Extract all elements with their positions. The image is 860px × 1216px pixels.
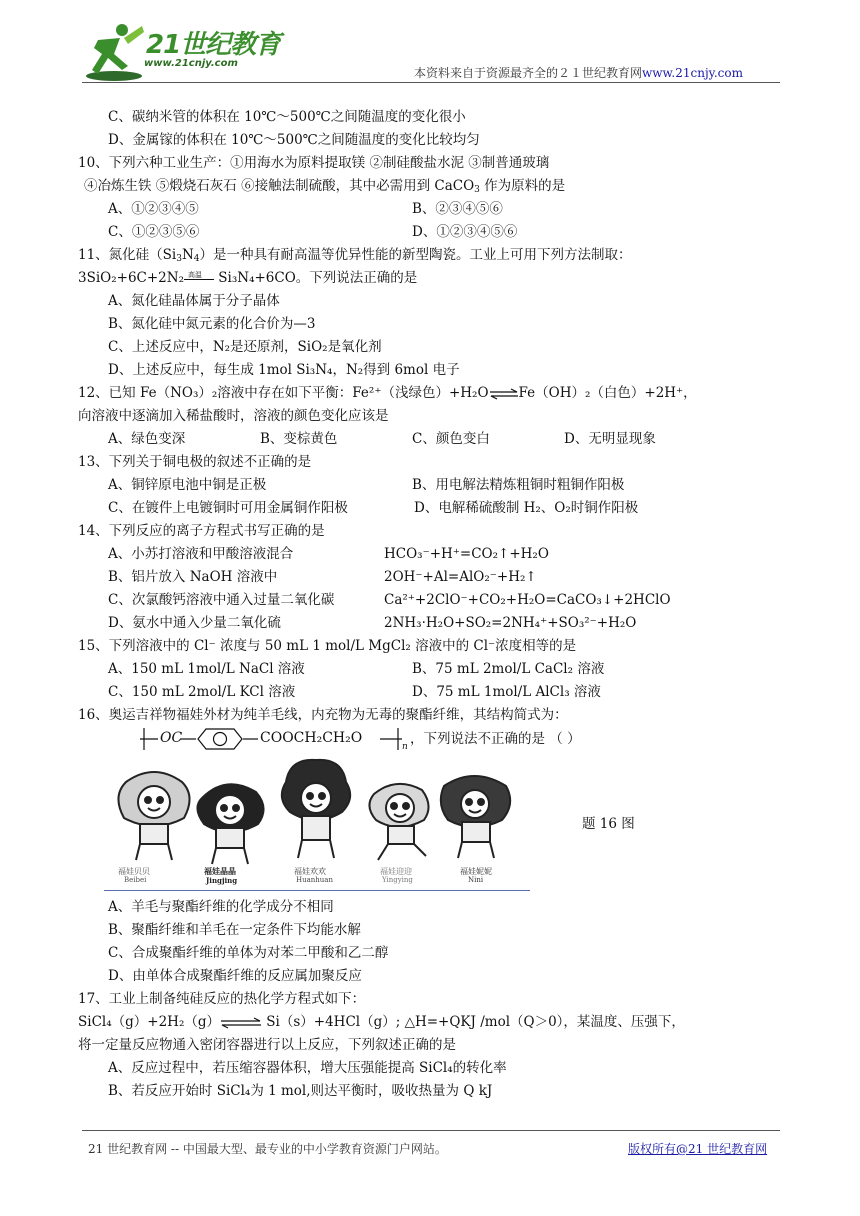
- q16-stem: 16、奥运吉祥物福娃外材为纯羊毛线，内充物为无毒的聚酯纤维，其结构简式为：: [78, 707, 568, 723]
- q9-option-c: C、碳纳米管的体积在 10℃～500℃之间随温度的变化很小: [108, 109, 466, 125]
- q11-eq-condition: 高温: [188, 270, 202, 279]
- q14-option-a-equation: HCO₃⁻+H⁺=CO₂↑+H₂O: [384, 546, 549, 562]
- mascot-name-beibei: 福娃贝贝: [118, 867, 150, 876]
- mascot-name-yingying: 福娃迎迎: [380, 867, 412, 876]
- q16-option-a: A、羊毛与聚酯纤维的化学成分不相同: [108, 899, 334, 915]
- q11-sub-2: 4: [193, 254, 200, 264]
- q11-eq-right: Si₃N₄+6CO。下列说法正确的是: [214, 270, 418, 286]
- q11-option-d: D、上述反应中，每生成 1mol Si₃N₄，N₂得到 6mol 电子: [108, 362, 460, 378]
- q9-option-d: D、金属镓的体积在 10℃～500℃之间随温度的变化比较均匀: [108, 132, 480, 148]
- q10-stem: 10、下列六种工业生产：①用海水为原料提取镁 ②制硅酸盐水泥 ③制普通玻璃: [78, 155, 550, 171]
- q16-option-d: D、由单体合成聚酯纤维的反应属加聚反应: [108, 968, 362, 984]
- q15-option-b: B、75 mL 2mol/L CaCl₂ 溶液: [412, 661, 605, 677]
- q14-option-a: A、小苏打溶液和甲酸溶液混合: [108, 546, 294, 562]
- q10-sub: 3: [474, 185, 480, 195]
- q14-option-c: C、次氯酸钙溶液中通入过量二氧化碳: [108, 592, 335, 608]
- runner-logo-icon: [84, 18, 148, 82]
- q11-option-a: A、氮化硅晶体属于分子晶体: [108, 293, 280, 309]
- mascot-name-jingjing: 福娃晶晶: [204, 866, 236, 876]
- q16-option-c: C、合成聚酯纤维的单体为对苯二甲酸和乙二醇: [108, 945, 389, 961]
- structure-n: n: [402, 742, 408, 752]
- mascot-name-nini: 福娃妮妮: [460, 867, 492, 876]
- site-logo[interactable]: [84, 18, 284, 82]
- mascot-pinyin-yingying: Yingying: [382, 876, 413, 884]
- q11-stem: [78, 246, 632, 264]
- q16-figure-label: 题 16 图: [582, 816, 635, 832]
- equilibrium-arrow-icon: [489, 388, 519, 400]
- q12-stem-2: 向溶液中逐滴加入稀盐酸时，溶液的颜色变化应该是: [78, 408, 389, 424]
- mascot-pinyin-nini: Nini: [468, 876, 484, 884]
- q17-equation: [78, 1013, 685, 1031]
- footer-divider: [82, 1130, 780, 1131]
- header-note-text: 本资料来自于资源最齐全的２１世纪教育网: [414, 66, 643, 80]
- q10-option-d: D、①②③④⑤⑥: [412, 224, 518, 240]
- q17-eq-right: Si（s）+4HCl（g）; △H=+QKJ /mol（Q＞0），某温度、压强下，: [262, 1014, 685, 1030]
- q14-option-b-equation: 2OH⁻+Al=AlO₂⁻+H₂↑: [384, 569, 537, 585]
- mascot-pinyin-huanhuan: Huanhuan: [296, 876, 333, 884]
- figure-baseline: [104, 890, 530, 891]
- header-note-link[interactable]: www.21cnjy.com: [642, 66, 743, 80]
- footer-text: 21 世纪教育网 -- 中国最大型、最专业的中小学教育资源门户网站。: [88, 1142, 447, 1156]
- structure-oc: OC: [160, 730, 183, 746]
- q11-equation: [78, 269, 417, 287]
- q10-stem-2-post: 作为原料的是: [479, 178, 566, 194]
- q14-option-b: B、铝片放入 NaOH 溶液中: [108, 569, 278, 585]
- q12-stem: [78, 384, 697, 402]
- q10-option-b: B、②③④⑤⑥: [412, 201, 503, 217]
- header-note: [414, 64, 743, 81]
- q15-option-d: D、75 mL 1mol/L AlCl₃ 溶液: [412, 684, 601, 700]
- q11-stem-b: N: [181, 247, 194, 263]
- q14-option-d: D、氨水中通入少量二氧化硫: [108, 615, 281, 631]
- q11-stem-a: 11、氮化硅（Si: [78, 247, 177, 263]
- logo-text: 21世纪教育: [146, 30, 281, 60]
- q13-stem: 13、下列关于铜电极的叙述不正确的是: [78, 454, 312, 470]
- q11-option-b: B、氮化硅中氮元素的化合价为—3: [108, 316, 316, 332]
- q11-stem-c: ）是一种具有耐高温等优异性能的新型陶瓷。工业上可用下列方法制取：: [199, 247, 632, 263]
- q10-option-a: A、①②③④⑤: [108, 201, 199, 217]
- q13-option-c: C、在镀件上电镀铜时可用金属铜作阳极: [108, 500, 348, 516]
- structure-ester-group: COOCH₂CH₂O: [260, 730, 363, 746]
- q17-eq-left: SiCl₄（g）+2H₂（g）: [78, 1014, 220, 1030]
- mascot-pinyin-beibei: Beibei: [124, 876, 147, 884]
- q17-stem-2: 将一定量反应物通入密闭容器进行以上反应，下列叙述正确的是: [78, 1037, 456, 1053]
- q13-option-a: A、铜锌原电池中铜是正极: [108, 477, 267, 493]
- q12-option-b: B、变棕黄色: [260, 431, 338, 447]
- q12-stem-b: Fe（OH）₂（白色）+2H⁺，: [518, 385, 697, 401]
- equilibrium-arrow-icon: [220, 1017, 262, 1029]
- q11-eq-left: 3SiO₂+6C+2N₂: [78, 270, 184, 286]
- q11-sub-1: 3: [176, 254, 182, 264]
- q17-option-b: B、若反应开始时 SiCl₄为 1 mol,则达平衡时，吸收热量为 Q kJ: [108, 1083, 493, 1099]
- q17-stem: 17、工业上制备纯硅反应的热化学方程式如下：: [78, 991, 366, 1007]
- q14-stem: 14、下列反应的离子方程式书写正确的是: [78, 523, 325, 539]
- footer-copyright-link[interactable]: 版权所有@21 世纪教育网: [628, 1142, 768, 1156]
- q15-option-a: A、150 mL 1mol/L NaCl 溶液: [108, 661, 305, 677]
- q11-condition-arrow: [184, 272, 214, 286]
- fuwa-mascots-figure: [104, 758, 534, 892]
- q10-stem-2-pre: ④冶炼生铁 ⑤煅烧石灰石 ⑥接触法制硫酸，其中必需用到 CaCO: [84, 178, 475, 194]
- q15-option-c: C、150 mL 2mol/L KCl 溶液: [108, 684, 296, 700]
- q10-stem-2: [84, 177, 565, 195]
- q15-stem: 15、下列溶液中的 Cl⁻ 浓度与 50 mL 1 mol/L MgCl₂ 溶液中的 Cl⁻浓度相等的是: [78, 638, 577, 654]
- q17-option-a: A、反应过程中，若压缩容器体积，增大压强能提高 SiCl₄的转化率: [108, 1060, 507, 1076]
- q12-option-d: D、无明显现象: [564, 431, 656, 447]
- q14-option-d-equation: 2NH₃·H₂O+SO₂=2NH₄⁺+SO₃²⁻+H₂O: [384, 615, 637, 631]
- mascot-pinyin-jingjing: Jingjing: [206, 876, 238, 885]
- q14-option-c-equation: Ca²⁺+2ClO⁻+CO₂+H₂O=CaCO₃↓+2HClO: [384, 592, 671, 608]
- q11-option-c: C、上述反应中，N₂是还原剂，SiO₂是氧化剂: [108, 339, 382, 355]
- logo-url: www.21cnjy.com: [144, 58, 238, 69]
- q12-option-a: A、绿色变深: [108, 431, 186, 447]
- q12-option-c: C、颜色变白: [412, 431, 490, 447]
- q13-option-b: B、用电解法精炼粗铜时粗铜作阳极: [412, 477, 625, 493]
- header-divider: [82, 82, 780, 83]
- q13-option-d: D、电解稀硫酸制 H₂、O₂时铜作阳极: [414, 500, 639, 516]
- q16-option-b: B、聚酯纤维和羊毛在一定条件下均能水解: [108, 922, 361, 938]
- q12-stem-a: 12、已知 Fe（NO₃）₂溶液中存在如下平衡：Fe²⁺（浅绿色）+H₂O: [78, 385, 489, 401]
- q16-stem-tail: ，下列说法不正确的是 （ ）: [410, 731, 581, 747]
- mascot-name-huanhuan: 福娃欢欢: [294, 867, 326, 876]
- q10-option-c: C、①②③⑤⑥: [108, 224, 200, 240]
